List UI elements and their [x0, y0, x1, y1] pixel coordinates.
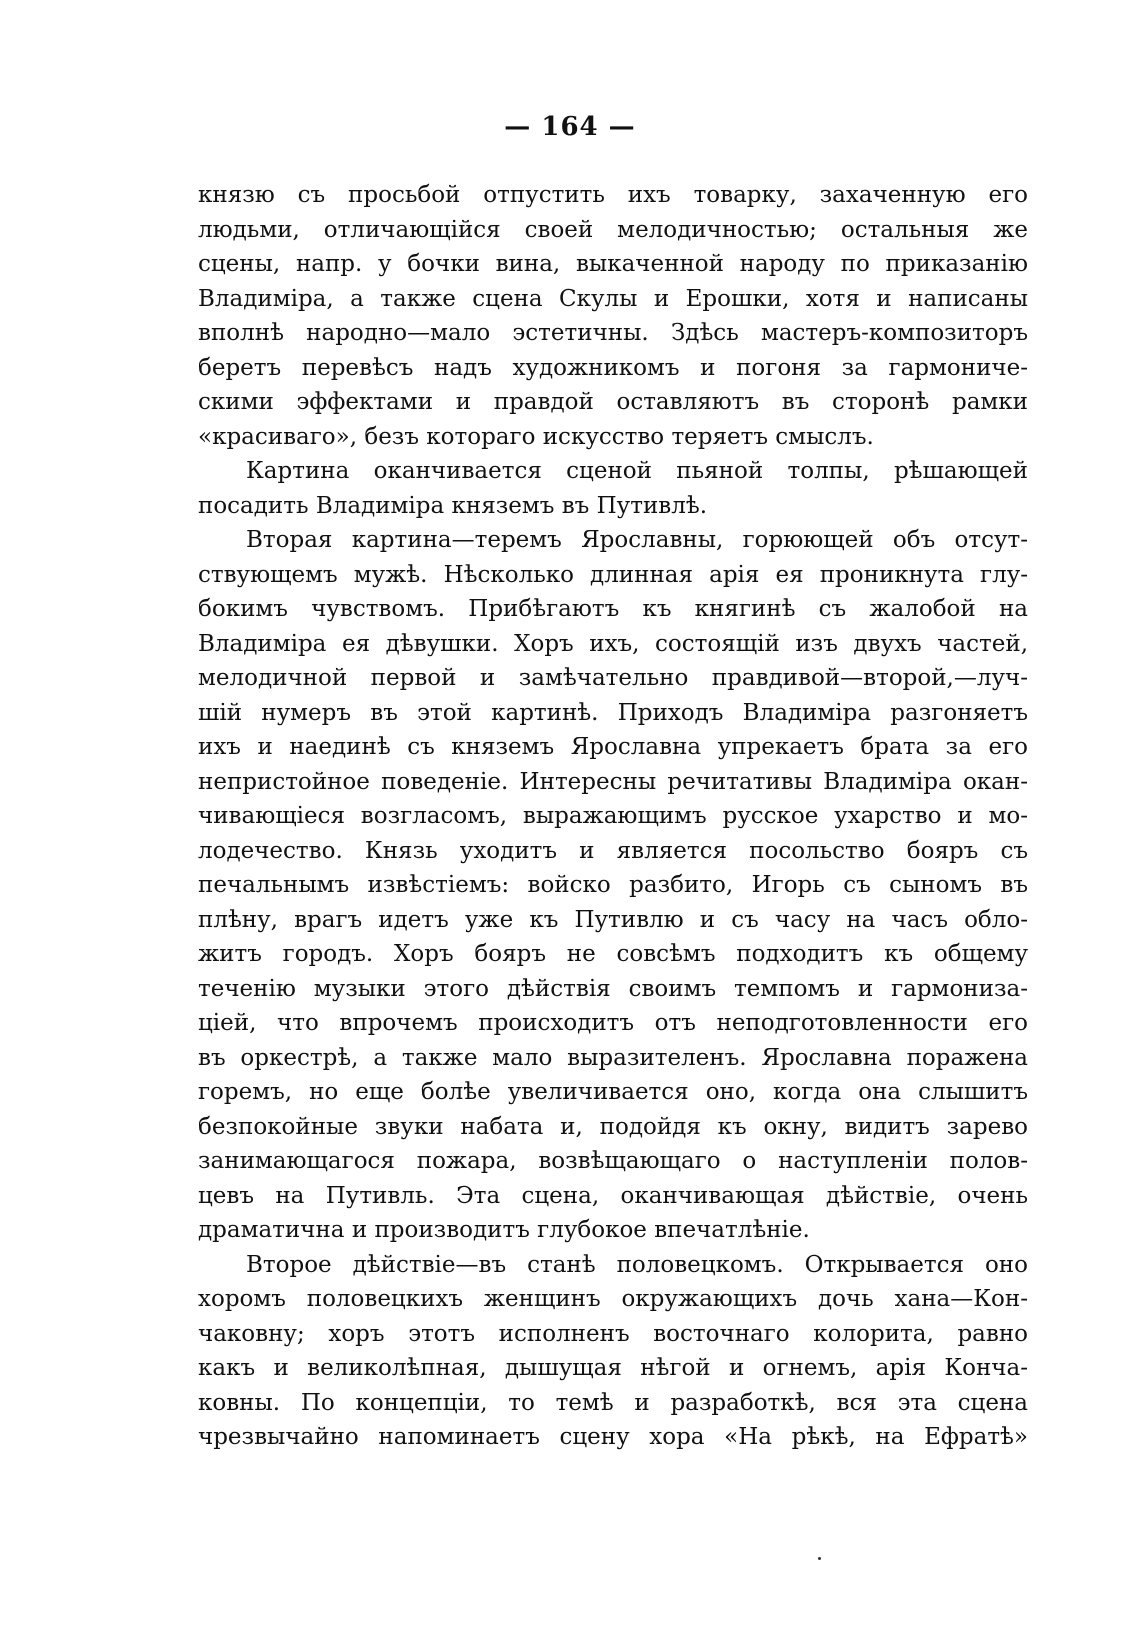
text-line: въ оркестрѣ, а также мало выразителенъ. Ярославна поражена — [198, 1044, 1028, 1071]
text-line: ихъ и наединѣ съ княземъ Ярославна упрекаетъ брата за его — [198, 734, 1028, 760]
text-line: посадить Владиміра княземъ въ Путивлѣ. — [198, 492, 708, 519]
text-line: вполнѣ народно—мало эстетичны. Здѣсь мастеръ-композиторъ — [198, 320, 1028, 346]
text-line: ціей, что впрочемъ происходитъ отъ неподготовленности его — [198, 1010, 1028, 1036]
text-line: Владиміра, а также сцена Скулы и Ерошки, хотя и написаны — [198, 285, 1028, 312]
text-line: Второе дѣйствіе—въ станѣ половецкомъ. Открывается оно — [246, 1251, 1028, 1278]
text-line: занимающагося пожара, возвѣщающаго о наступленіи полов- — [198, 1148, 1028, 1174]
page-number: — 164 — — [504, 112, 636, 142]
text-line: Картина оканчивается сценой пьяной толпы, рѣшающей — [246, 458, 1028, 484]
text-line: горемъ, но еще болѣе увеличивается оно, когда она слышитъ — [198, 1079, 1028, 1105]
text-line: печальнымъ извѣстіемъ: войско разбито, Игорь съ сыномъ въ — [198, 872, 1028, 898]
text-line: скими эффектами и правдой оставляютъ въ сторонѣ рамки — [198, 389, 1028, 415]
text-line: беретъ перевѣсъ надъ художникомъ и погоня за гармониче- — [198, 354, 1028, 381]
text-line: лодечество. Князь уходитъ и является посольство бояръ съ — [198, 837, 1028, 864]
text-line: сцены, напр. у бочки вина, выкаченной народу по приказанію — [198, 251, 1028, 277]
text-line: плѣну, врагъ идетъ уже къ Путивлю и съ часу на часъ обло- — [198, 906, 1028, 933]
text-line: ствующемъ мужѣ. Нѣсколько длинная арія ея проникнута глу- — [198, 561, 1028, 588]
print-speck — [818, 1557, 821, 1560]
text-line: ковны. По концепціи, то темѣ и разработкѣ, вся эта сцена — [198, 1389, 1028, 1416]
text-line: «красиваго», безъ котораго искусство теряетъ смыслъ. — [198, 423, 874, 450]
text-line: хоромъ половецкихъ женщинъ окружающихъ дочь хана—Кон- — [198, 1286, 1028, 1312]
body-text — [198, 178, 1028, 1455]
text-line: житъ городъ. Хоръ бояръ не совсѣмъ подходитъ къ общему — [198, 941, 1028, 967]
text-line: Владиміра ея дѣвушки. Хоръ ихъ, состоящій изъ двухъ частей, — [198, 630, 1028, 657]
text-line: безпокойные звуки набата и, подойдя къ окну, видитъ зарево — [198, 1113, 1028, 1140]
text-line: чрезвычайно напоминаетъ сцену хора «На рѣкѣ, на Ефратѣ» — [198, 1424, 1028, 1450]
text-line: цевъ на Путивль. Эта сцена, оканчивающая дѣйствіе, очень — [198, 1182, 1028, 1209]
text-line: людьми, отличающійся своей мелодичностью; остальныя же — [198, 216, 1028, 243]
text-line: князю съ просьбой отпустить ихъ товарку, захаченную его — [198, 182, 1028, 208]
text-line: теченію музыки этого дѣйствія своимъ темпомъ и гармониза- — [198, 975, 1028, 1002]
text-line: шій нумеръ въ этой картинѣ. Приходъ Владиміра разгоняетъ — [198, 699, 1028, 726]
text-line: непристойное поведеніе. Интересны речитативы Владиміра окан- — [198, 768, 1028, 795]
text-line: драматична и производитъ глубокое впечатлѣніе. — [198, 1217, 810, 1243]
text-line: чивающіеся возгласомъ, выражающимъ русское ухарство и мо- — [198, 803, 1028, 829]
text-line: бокимъ чувствомъ. Прибѣгаютъ къ княгинѣ съ жалобой на — [198, 596, 1028, 622]
text-line: какъ и великолѣпная, дышущая нѣгой и огнемъ, арія Конча- — [198, 1355, 1028, 1381]
text-line: чаковну; хоръ этотъ исполненъ восточнаго колорита, равно — [198, 1320, 1028, 1347]
text-line: мелодичной первой и замѣчательно правдивой—второй,—луч- — [198, 665, 1028, 691]
text-line: Вторая картина—теремъ Ярославны, горюющей объ отсут- — [246, 527, 1028, 553]
